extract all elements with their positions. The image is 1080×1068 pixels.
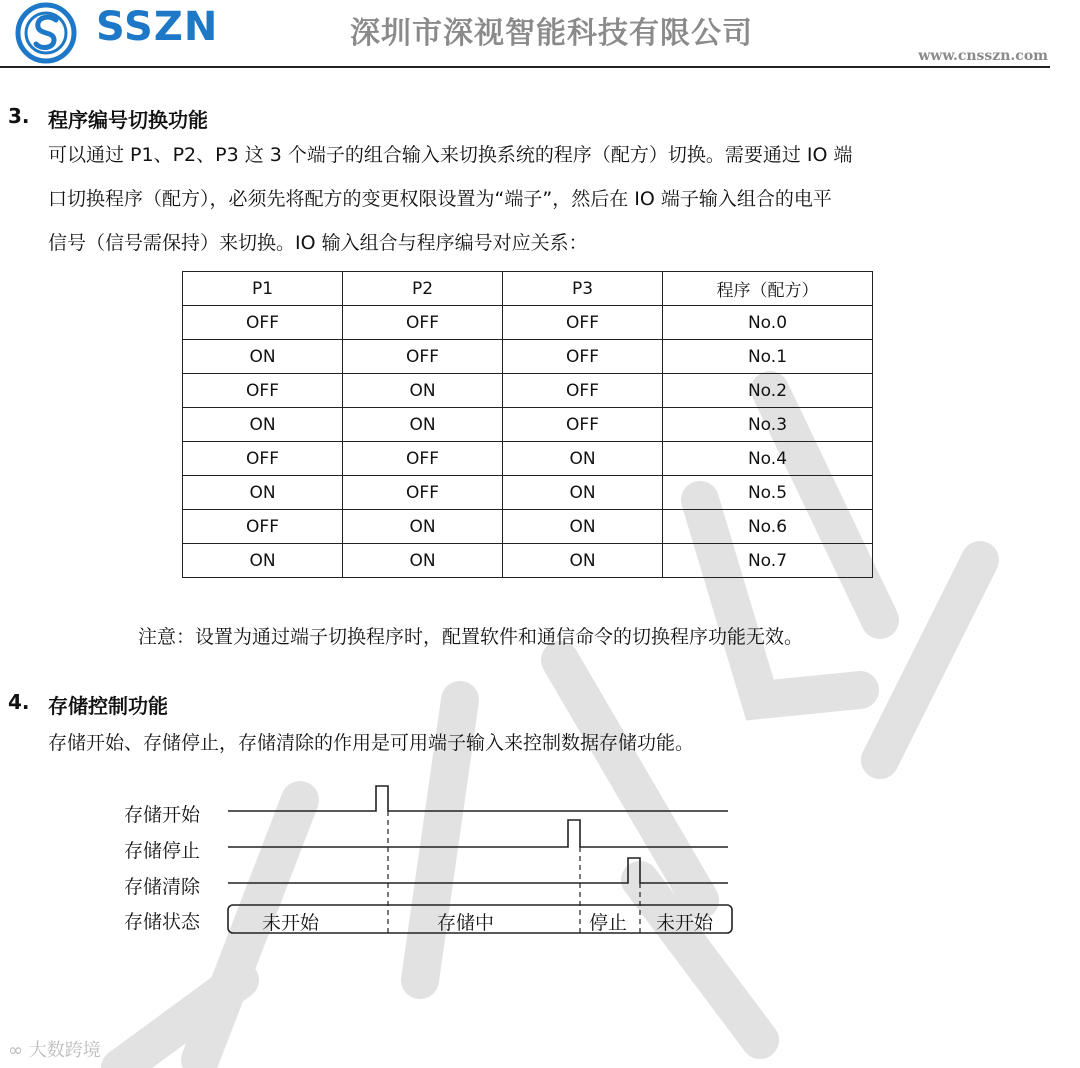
table-cell: OFF (503, 408, 663, 442)
table-cell: ON (343, 510, 503, 544)
section-3-note: 注意：设置为通过端子切换程序时，配置软件和通信命令的切换程序功能无效。 (138, 626, 804, 648)
status-stopped: 停止 (589, 912, 628, 934)
table-cell: ON (183, 408, 343, 442)
website-link[interactable]: www.cnsszn.com (918, 48, 1048, 64)
status-not-started-2: 未开始 (656, 912, 714, 934)
table-cell: OFF (183, 374, 343, 408)
table-cell: OFF (183, 510, 343, 544)
table-cell: ON (183, 476, 343, 510)
table-cell: ON (343, 408, 503, 442)
table-cell: OFF (183, 442, 343, 476)
section-3-number: 3. (8, 104, 30, 128)
table-cell: OFF (343, 476, 503, 510)
table-cell: OFF (503, 340, 663, 374)
section-3-paragraph-line-3: 信号（信号需保持）来切换。IO 输入组合与程序编号对应关系： (48, 232, 588, 254)
table-cell: ON (503, 442, 663, 476)
section-4-title: 存储控制功能 (48, 694, 168, 718)
table-cell: OFF (343, 340, 503, 374)
table-cell: No.7 (663, 544, 873, 578)
table-cell: OFF (343, 306, 503, 340)
stop-signal-waveform (228, 820, 728, 847)
table-cell: OFF (503, 374, 663, 408)
footer-logo-icon: ∞ (8, 1040, 23, 1061)
signal-label-start: 存储开始 (124, 804, 201, 826)
table-cell: OFF (343, 442, 503, 476)
table-cell: No.0 (663, 306, 873, 340)
table-cell: ON (503, 544, 663, 578)
start-signal-waveform (228, 786, 728, 811)
logo-text: SSZN (96, 4, 219, 50)
table-cell: No.4 (663, 442, 873, 476)
status-storing: 存储中 (437, 912, 495, 934)
footer-watermark-text: 大数跨境 (28, 1040, 101, 1061)
table-cell: OFF (183, 306, 343, 340)
table-cell: ON (183, 340, 343, 374)
signal-label-stop: 存储停止 (124, 840, 201, 862)
table-cell: No.5 (663, 476, 873, 510)
status-not-started-1: 未开始 (262, 912, 320, 934)
table-cell: ON (183, 544, 343, 578)
table-cell: ON (343, 544, 503, 578)
table-header-cell: P2 (343, 272, 503, 306)
table-cell: No.1 (663, 340, 873, 374)
company-name: 深圳市深视智能科技有限公司 (350, 16, 753, 51)
table-header-cell: P1 (183, 272, 343, 306)
table-cell: No.6 (663, 510, 873, 544)
section-3-paragraph-line-1: 可以通过 P1、P2、P3 这 3 个端子的组合输入来切换系统的程序（配方）切换。需要通过 IO 端 (48, 144, 853, 166)
footer-watermark (8, 1036, 101, 1062)
table-cell: ON (503, 476, 663, 510)
signal-label-status: 存储状态 (124, 911, 201, 933)
table-header-cell: 程序（配方） (663, 272, 873, 306)
table-cell: OFF (503, 306, 663, 340)
section-3-title: 程序编号切换功能 (48, 108, 208, 132)
section-4-paragraph: 存储开始、存储停止，存储清除的作用是可用端子输入来控制数据存储功能。 (48, 732, 695, 754)
section-4-number: 4. (8, 690, 30, 714)
table-cell: ON (503, 510, 663, 544)
table-cell: No.2 (663, 374, 873, 408)
table-cell: No.3 (663, 408, 873, 442)
table-header-cell: P3 (503, 272, 663, 306)
signal-label-clear: 存储清除 (124, 876, 201, 898)
table-cell: ON (343, 374, 503, 408)
clear-signal-waveform (228, 858, 728, 883)
section-3-paragraph-line-2: 口切换程序（配方），必须先将配方的变更权限设置为“端子”，然后在 IO 端子输入组合的电平 (48, 188, 832, 210)
